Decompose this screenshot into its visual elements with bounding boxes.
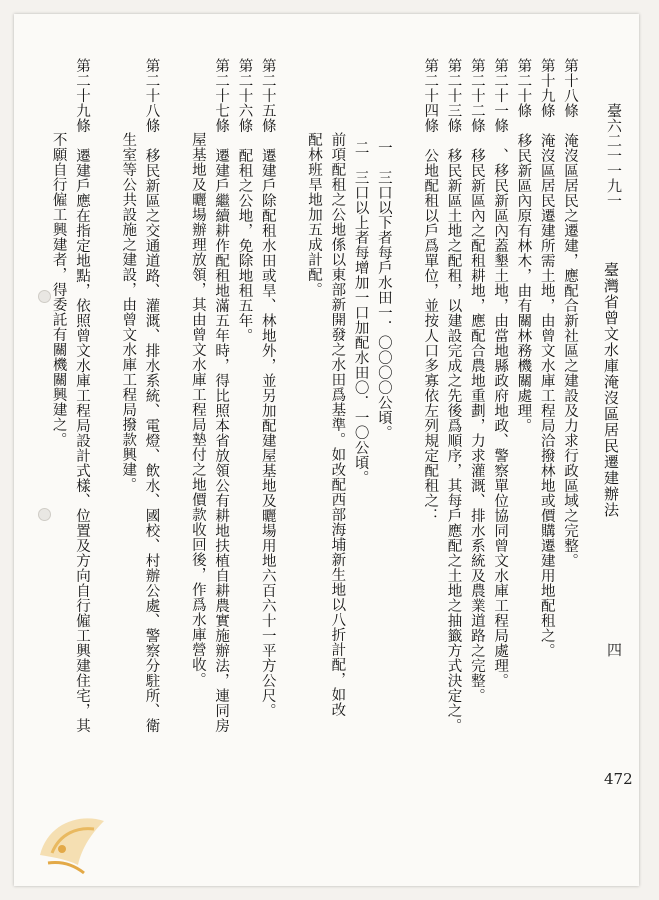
article-text: 配租之公地，免除地租五年。 bbox=[236, 148, 253, 343]
article-label: 第二十條 bbox=[515, 58, 532, 133]
column-gap bbox=[93, 40, 116, 840]
article bbox=[441, 58, 464, 840]
doc-number: 臺六二一一九一 bbox=[605, 103, 623, 208]
article bbox=[558, 58, 581, 840]
column-gap bbox=[395, 40, 418, 840]
article-text: 淹沒區居民之遷建，應配合新社區之建設及力求行政區域之完整。 bbox=[562, 133, 578, 568]
article-label: 第二十二條 bbox=[468, 58, 485, 148]
article-text: 、移民新區內蓋墾土地，由當地縣政府地政、警察單位協同曾文水庫工程局處理。 bbox=[492, 148, 509, 688]
section-number: 四 bbox=[605, 642, 623, 657]
article bbox=[465, 58, 488, 840]
article bbox=[534, 58, 557, 840]
article bbox=[209, 58, 232, 840]
article-continuation bbox=[186, 40, 209, 840]
article-label: 第十八條 bbox=[562, 58, 578, 133]
article-continuation bbox=[302, 40, 325, 840]
article-text: 前項配租之公地係以東部新開發之水田爲基準。如改配西部海埔新生地以八折計配，如改 bbox=[329, 132, 346, 717]
article-text: 淹沒區居民遷建所需土地，由曾文水庫工程局洽撥林地或價購遷建用地配租之。 bbox=[538, 133, 555, 658]
document-body bbox=[46, 40, 581, 840]
article-text: 配林班旱地加五成計配。 bbox=[306, 132, 323, 297]
column-gap bbox=[163, 40, 186, 840]
article-label: 第二十七條 bbox=[213, 58, 230, 148]
article-text: 不願自行僱工興建者，得委託有關機關興建之。 bbox=[50, 132, 67, 447]
article-label: 第二十四條 bbox=[422, 58, 439, 148]
article-text: 遷建戶應在指定地點，依照曾文水庫工程局設計式樣、位置及方向自行僱工興建住宅，其 bbox=[73, 148, 90, 733]
article-continuation bbox=[46, 40, 69, 840]
article bbox=[232, 58, 255, 840]
article-label: 第二十一條 bbox=[492, 58, 509, 148]
article-text: 二 三口以上者每增加一口加配水田〇．一〇公頃。 bbox=[352, 140, 369, 485]
article-text: 一 三口以下者每戶水田一．〇〇〇〇公頃。 bbox=[375, 140, 392, 440]
article-text: 移民新區內之配租耕地，應配合農地重劃，力求灌溉、排水系統及農業道路之完整。 bbox=[468, 148, 485, 703]
article-text: 遷建戶除配租水田或旱、林地外，並另加配建屋基地及曬場用地六百六十一平方公尺。 bbox=[259, 148, 276, 718]
article bbox=[70, 58, 93, 840]
article-text: 移民新區之交通道路、灌溉、排水系統、電燈、飲水、國校、村辦公處、警察分駐所、衛 bbox=[143, 148, 160, 733]
article bbox=[488, 58, 511, 840]
article-text: 遷建戶繼續耕作配租地滿五年時，得比照本省放領公有耕地扶植自耕農實施辦法，連同房 bbox=[213, 148, 230, 733]
article-continuation bbox=[325, 40, 348, 840]
article-text: 屋基地及曬場辦理放領，其由曾文水庫工程局墊付之地價款收回後，作爲水庫營收。 bbox=[189, 132, 206, 687]
article-label: 第二十九條 bbox=[73, 58, 90, 148]
article-label: 第二十六條 bbox=[236, 58, 253, 148]
article-label: 第二十八條 bbox=[143, 58, 160, 148]
article-label: 第二十五條 bbox=[259, 58, 276, 148]
article-text: 移民新區土地之配租，以建設完成之先後爲順序，其每戶應配之土地之抽籤方式決定之。 bbox=[445, 148, 462, 733]
article bbox=[255, 58, 278, 840]
article-label: 第十九條 bbox=[538, 58, 555, 133]
sub-clause bbox=[372, 40, 395, 840]
article-text: 移民新區內原有林木，由有關林務機關處理。 bbox=[515, 133, 532, 433]
article-text: 生室等公共設施之建設，由曾文水庫工程局撥款興建。 bbox=[120, 132, 137, 492]
article bbox=[418, 58, 441, 840]
article-continuation bbox=[116, 40, 139, 840]
column-gap bbox=[279, 40, 302, 840]
page-number: 472 bbox=[604, 770, 633, 788]
article-text: 公地配租以戶爲單位，並按人口多寡依左列規定配租之： bbox=[422, 148, 439, 523]
article bbox=[139, 58, 162, 840]
article bbox=[511, 58, 534, 840]
page-title: 臺灣省曾文水庫淹沒區居民遷建辦法 bbox=[602, 262, 620, 518]
sub-clause bbox=[348, 40, 371, 840]
library-logo-icon bbox=[22, 803, 114, 883]
article-label: 第二十三條 bbox=[445, 58, 462, 148]
